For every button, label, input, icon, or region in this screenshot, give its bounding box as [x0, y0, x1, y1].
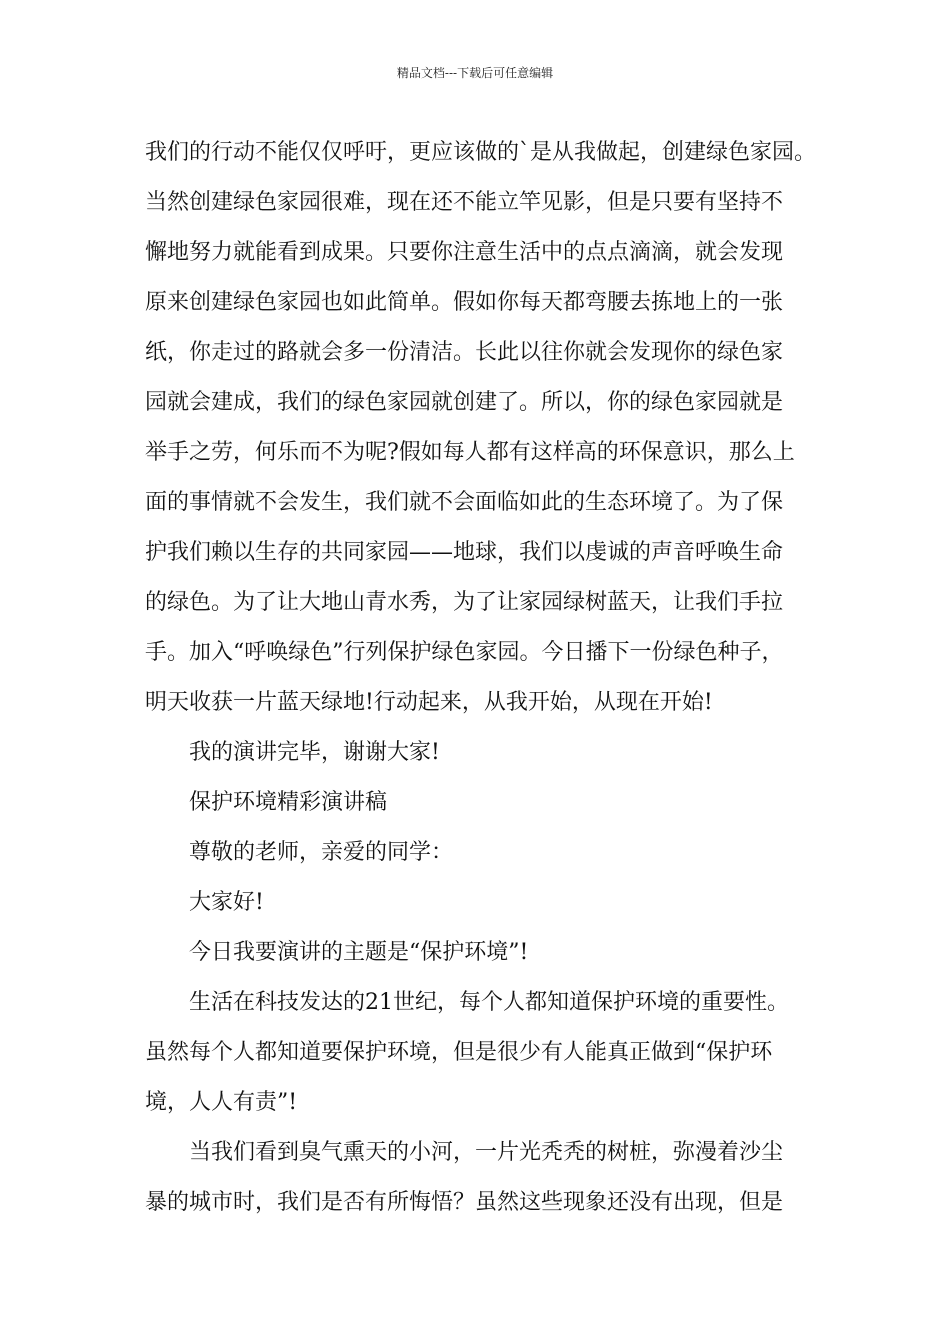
salutation: 尊敬的老师，亲爱的同学： — [189, 840, 454, 865]
text-line: 我们的行动不能仅仅呼吁，更应该做的`是从我做起，创建绿色家园。 — [145, 140, 817, 165]
speech-title: 保护环境精彩演讲稿 — [189, 790, 388, 815]
greeting: 大家好! — [189, 890, 264, 915]
document-body — [145, 128, 825, 1228]
page-header: 精品文档---下载后可任意编辑 — [396, 66, 554, 80]
text-line: 当我们看到臭气熏天的小河，一片光秃秃的树桩，弥漫着沙尘 — [189, 1140, 784, 1165]
text-line: 手。加入“呼唤绿色”行列保护绿色家园。今日播下一份绿色种子， — [145, 640, 784, 665]
text-line: 纸，你走过的路就会多一份清洁。长此以往你就会发现你的绿色家 — [145, 340, 784, 365]
text-line: 当然创建绿色家园很难，现在还不能立竿见影，但是只要有坚持不 — [145, 190, 784, 215]
text-line: 护我们赖以生存的共同家园——地球，我们以虔诚的声音呼唤生命 — [145, 540, 784, 565]
text-line: 举手之劳，何乐而不为呢?假如每人都有这样高的环保意识，那么上 — [145, 440, 795, 465]
text-line: 暴的城市时，我们是否有所悔悟？虽然这些现象还没有出现，但是 — [145, 1190, 784, 1215]
text-line: 今日我要演讲的主题是“保护环境”! — [189, 940, 529, 965]
text-line: 原来创建绿色家园也如此简单。假如你每天都弯腰去拣地上的一张 — [145, 290, 784, 315]
text-line: 面的事情就不会发生，我们就不会面临如此的生态环境了。为了保 — [145, 490, 784, 515]
text-line: 生活在科技发达的21世纪，每个人都知道保护环境的重要性。 — [189, 990, 789, 1015]
closing-line: 我的演讲完毕，谢谢大家! — [189, 740, 440, 765]
text-line: 的绿色。为了让大地山青水秀，为了让家园绿树蓝天，让我们手拉 — [145, 590, 784, 615]
text-line: 虽然每个人都知道要保护环境，但是很少有人能真正做到“保护环 — [145, 1040, 773, 1065]
text-line: 园就会建成，我们的绿色家园就创建了。所以，你的绿色家园就是 — [145, 390, 784, 415]
text-line: 明天收获一片蓝天绿地!行动起来，从我开始，从现在开始! — [145, 690, 713, 715]
text-line: 境，人人有责”! — [145, 1090, 298, 1115]
text-line: 懈地努力就能看到成果。只要你注意生活中的点点滴滴，就会发现 — [145, 240, 784, 265]
